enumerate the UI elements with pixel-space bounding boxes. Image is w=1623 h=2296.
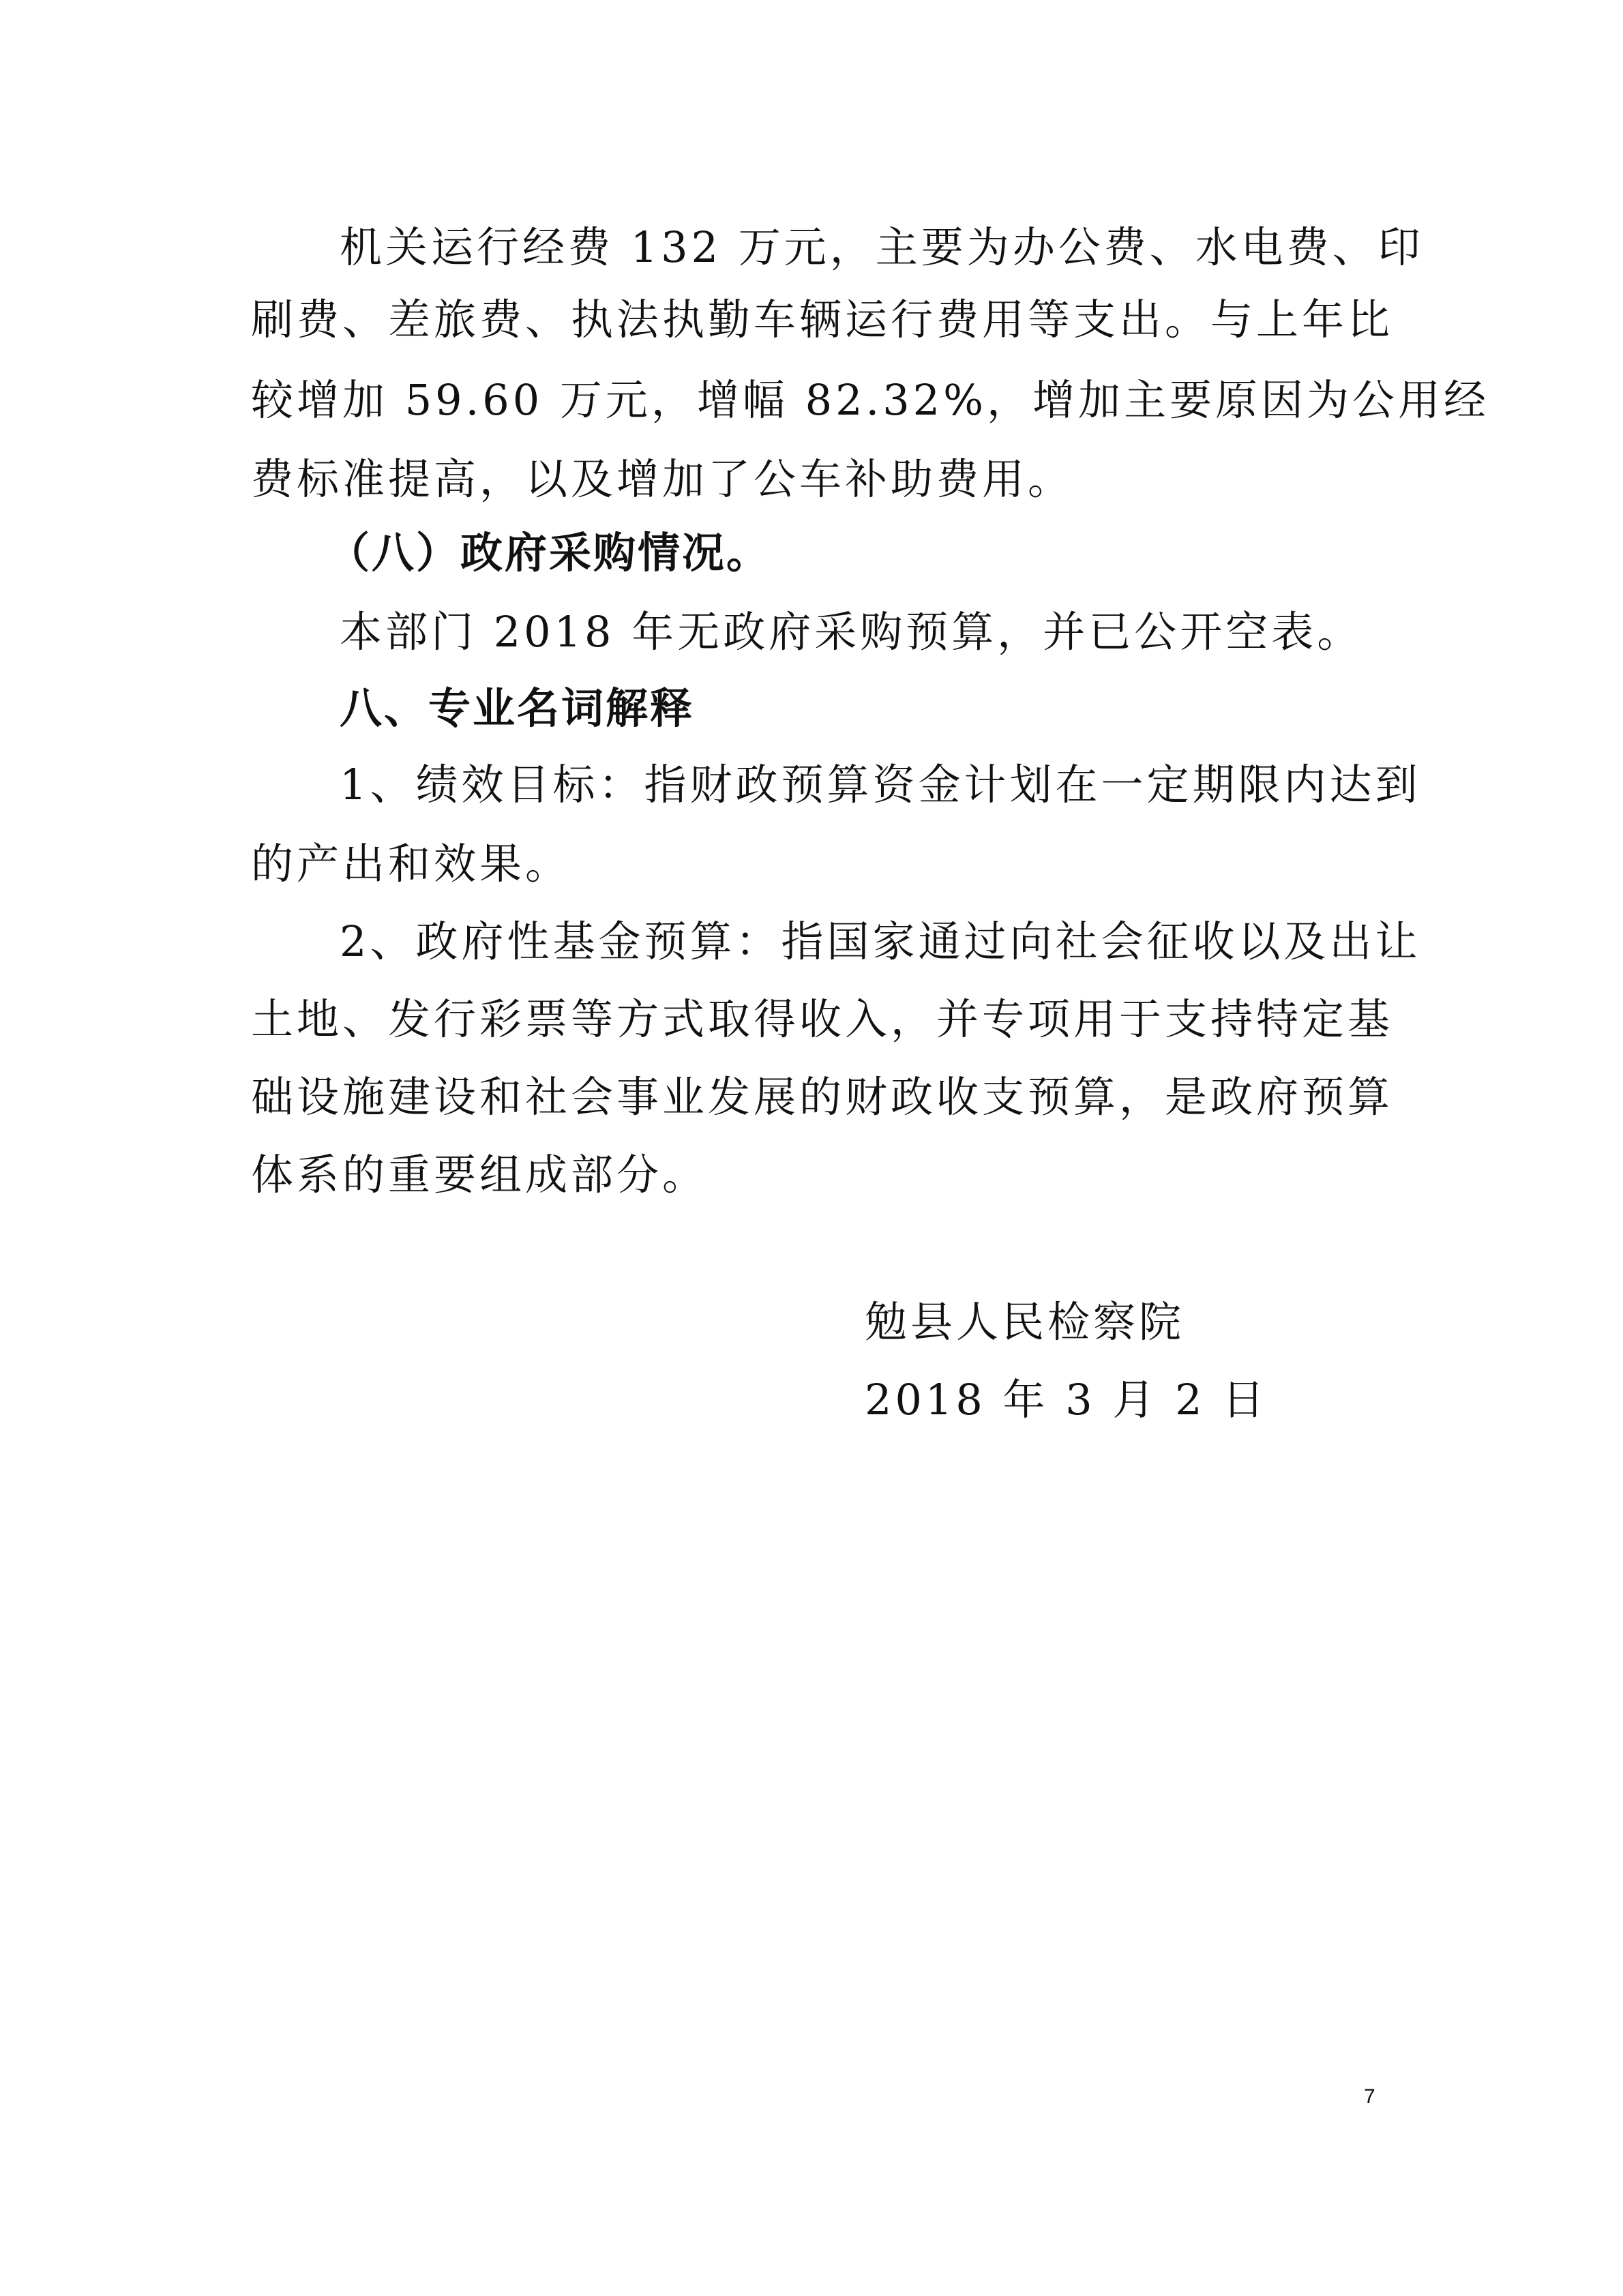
definition-line: 1、绩效目标：指财政预算资金计划在一定期限内达到 (340, 760, 1421, 809)
paragraph-line: 费标准提高，以及增加了公车补助费用。 (251, 454, 1074, 504)
definition-line: 体系的重要组成部分。 (251, 1150, 709, 1199)
section-heading: 八、专业名词解释 (340, 683, 695, 733)
paragraph-line: 刷费、差旅费、执法执勤车辆运行费用等支出。与上年比 (251, 295, 1394, 344)
definition-line: 2、政府性基金预算：指国家通过向社会征收以及出让 (340, 916, 1421, 966)
paragraph-line: 机关运行经费 132 万元，主要为办公费、水电费、印 (340, 222, 1424, 272)
definition-line: 土地、发行彩票等方式取得收入，并专项用于支持特定基 (251, 994, 1394, 1044)
paragraph-line: 较增加 59.60 万元，增幅 82.32%，增加主要原因为公用经 (251, 375, 1490, 425)
paragraph-line: 本部门 2018 年无政府采购预算，并已公开空表。 (340, 607, 1363, 657)
subsection-heading: （八）政府采购情况。 (327, 528, 771, 578)
page-number: 7 (1364, 2085, 1375, 2108)
signature-date: 2018 年 3 月 2 日 (865, 1375, 1268, 1425)
definition-line: 的产出和效果。 (251, 839, 571, 889)
signature-organization: 勉县人民检察院 (865, 1297, 1185, 1347)
definition-line: 础设施建设和社会事业发展的财政收支预算，是政府预算 (251, 1072, 1394, 1122)
